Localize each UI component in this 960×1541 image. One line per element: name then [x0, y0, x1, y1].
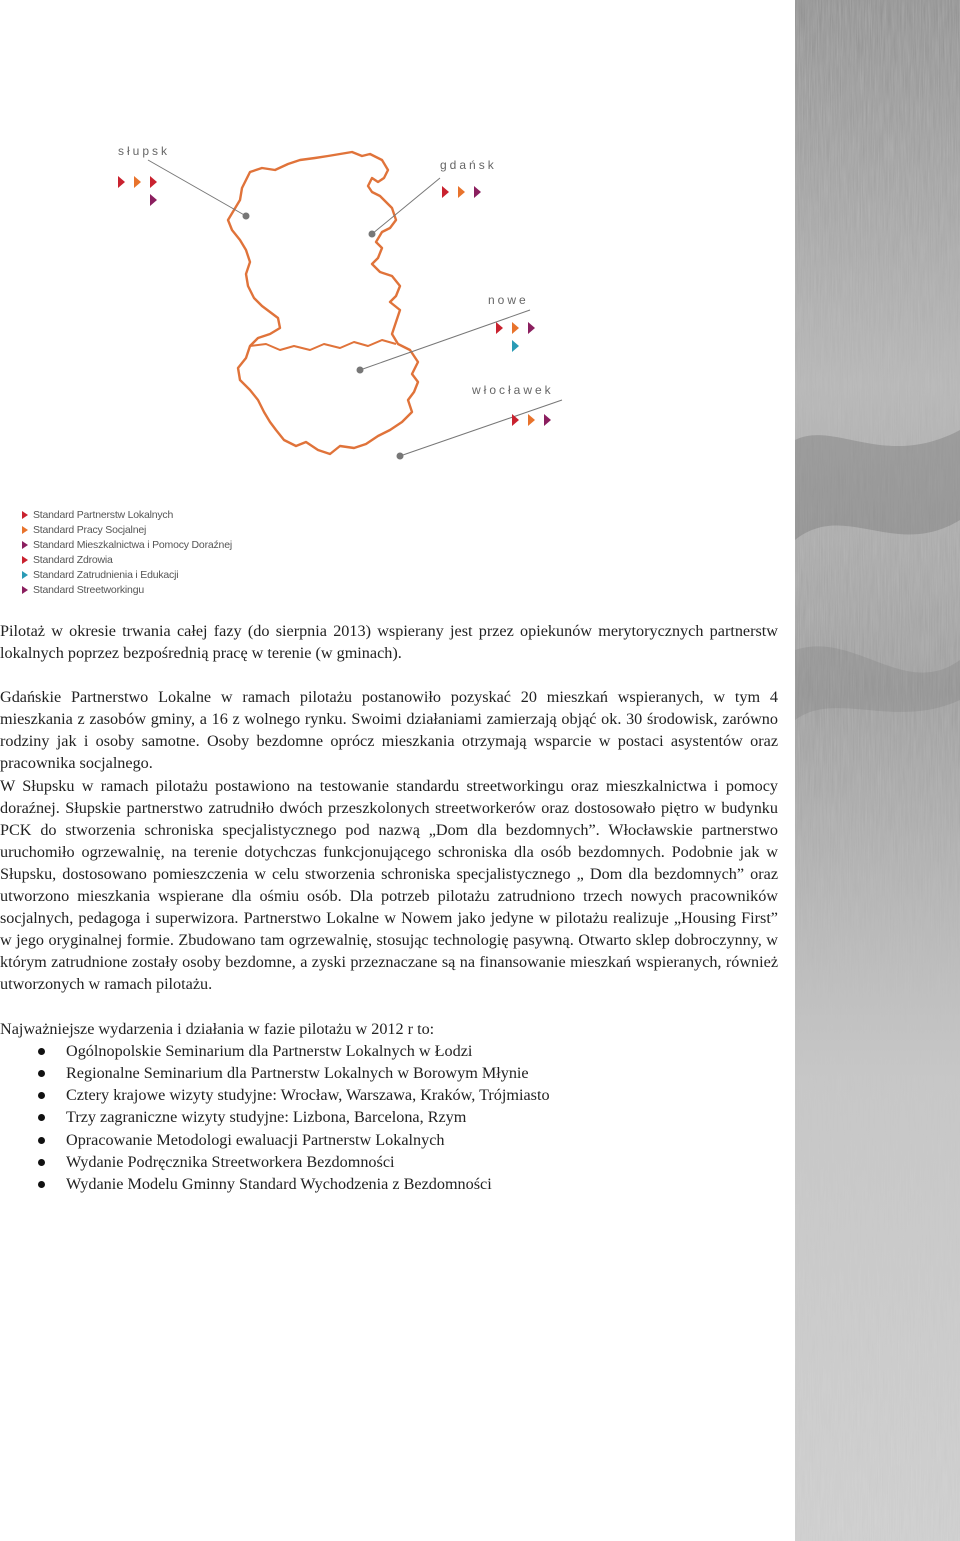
- regional-map: [100, 130, 580, 460]
- triangle-marker-icon: [22, 541, 28, 549]
- triangle-marker-icon: [22, 526, 28, 534]
- legend-label: Standard Mieszkalnictwa i Pomocy Doraźnej: [33, 538, 232, 551]
- triangle-marker-icon: [22, 556, 28, 564]
- city-label-nowe: nowe: [488, 293, 529, 307]
- triangle-marker-icon: [22, 586, 28, 594]
- legend-label: Standard Zdrowia: [33, 553, 113, 566]
- city-label-gdansk: gdańsk: [440, 158, 497, 172]
- legend-item: [22, 522, 232, 537]
- legend-item: [22, 552, 232, 567]
- paragraph-gdansk: Gdańskie Partnerstwo Lokalne w ramach pilotażu postanowiło pozyskać 20 mieszkań wspieranych, w tym 4 mieszkania z zasobów gminy, a 16 z wolnego rynku. Swoimi działaniami zamierzają objąć ok. 30 środowisk, zarówno rodziny jak i osoby samotne. Osoby bezdomne oprócz mieszkania otrzymają wsparcie w postaci asystentów oraz pracownika socjalnego.: [0, 688, 778, 773]
- legend-item: [22, 537, 232, 552]
- pin-gdansk: [369, 231, 376, 238]
- standard-markers-wloclawek: [512, 414, 551, 426]
- standard-markers-gdansk: [442, 186, 481, 198]
- legend-label: Standard Pracy Socjalnej: [33, 523, 147, 536]
- paragraph-pilot-support: Pilotaż w okresie trwania całej fazy (do sierpnia 2013) wspierany jest przez opiekunów merytorycznych partnerstw lokalnych poprzez bezpośrednią pracę w terenie (w gminach).: [0, 622, 778, 663]
- list-item: Wydanie Podręcznika Streetworkera Bezdomności: [0, 1151, 778, 1173]
- pin-line-wloclawek: [400, 400, 562, 456]
- list-item: Cztery krajowe wizyty studyjne: Wrocław, Warszawa, Kraków, Trójmiasto: [0, 1084, 778, 1106]
- triangle-marker-icon: [22, 511, 28, 519]
- paragraph-slupsk-wloclawek-nowe: W Słupsku w ramach pilotażu postawiono na testowanie standardu streetworkingu oraz mieszkalnictwa i pomocy doraźnej. Słupskie partnerstwo zatrudniło dwóch przeszkolonych streetworkerów oraz dostosowało piętro w budynku PCK do stworzenia schroniska specjalistycznego pod nazwą „Dom dla bezdomnych”. Włocławskie partnerstwo uruchomiło ogrzewalnię, na terenie dotychczas funkcjonującego schroniska dla osób bezdomnych. Podobnie jak w Słupsku, dostosowano pomieszczenia w celu stworzenia schroniska specjalistycznego „ Dom dla bezdomnych” oraz utworzono mieszkania wspierane dla ośmiu osób. Dla potrzeb pilotażu zatrudniono trzech nowych pracowników socjalnych, pedagoga i superwizora. Partnerstwo Lokalne w Nowem jako jedyne w pilotażu realizuje „Housing First” w jego oryginalnej formie. Zbudowano tam ogrzewalnię, stosując technologię pasywną. Otwarto sklep dobroczynny, w którym zatrudnione zostały osoby bezdomne, a zyski przeznaczane są na finansowanie mieszkań wspieranych, również utworzonych w ramach pilotażu.: [0, 776, 778, 994]
- legend-label: Standard Partnerstw Lokalnych: [33, 508, 174, 521]
- city-label-wloclawek: włocławek: [472, 383, 554, 397]
- list-item: Regionalne Seminarium dla Partnerstw Lokalnych w Borowym Młynie: [0, 1062, 778, 1084]
- decorative-paper-texture: [795, 0, 960, 1541]
- pin-nowe: [357, 367, 364, 374]
- legend-item: [22, 507, 232, 522]
- legend-label: Standard Streetworkingu: [33, 583, 144, 596]
- list-item: Trzy zagraniczne wizyty studyjne: Lizbona, Barcelona, Rzym: [0, 1106, 778, 1128]
- list-item: Ogólnopolskie Seminarium dla Partnerstw Lokalnych w Łodzi: [0, 1040, 778, 1062]
- pin-slupsk: [243, 213, 250, 220]
- pin-wloclawek: [397, 453, 404, 460]
- region-inner-border: [250, 340, 396, 350]
- city-label-slupsk: słupsk: [118, 144, 171, 158]
- list-item: Opracowanie Metodologi ewaluacji Partnerstw Lokalnych: [0, 1129, 778, 1151]
- standard-markers-slupsk: [118, 176, 157, 206]
- region-outline: [228, 152, 418, 454]
- legend-item: [22, 567, 232, 582]
- pin-line-slupsk: [148, 160, 246, 216]
- document-body: [0, 620, 778, 1196]
- legend-label: Standard Zatrudnienia i Edukacji: [33, 568, 179, 581]
- events-intro: Najważniejsze wydarzenia i działania w fazie pilotażu w 2012 r to:: [0, 1019, 435, 1038]
- standards-legend: [22, 507, 232, 597]
- legend-item: [22, 582, 232, 597]
- triangle-marker-icon: [22, 571, 28, 579]
- list-item: Wydanie Modelu Gminny Standard Wychodzenia z Bezdomności: [0, 1173, 778, 1195]
- events-list: [0, 1040, 778, 1196]
- standard-markers-nowe: [496, 322, 535, 352]
- pin-line-gdansk: [372, 178, 440, 234]
